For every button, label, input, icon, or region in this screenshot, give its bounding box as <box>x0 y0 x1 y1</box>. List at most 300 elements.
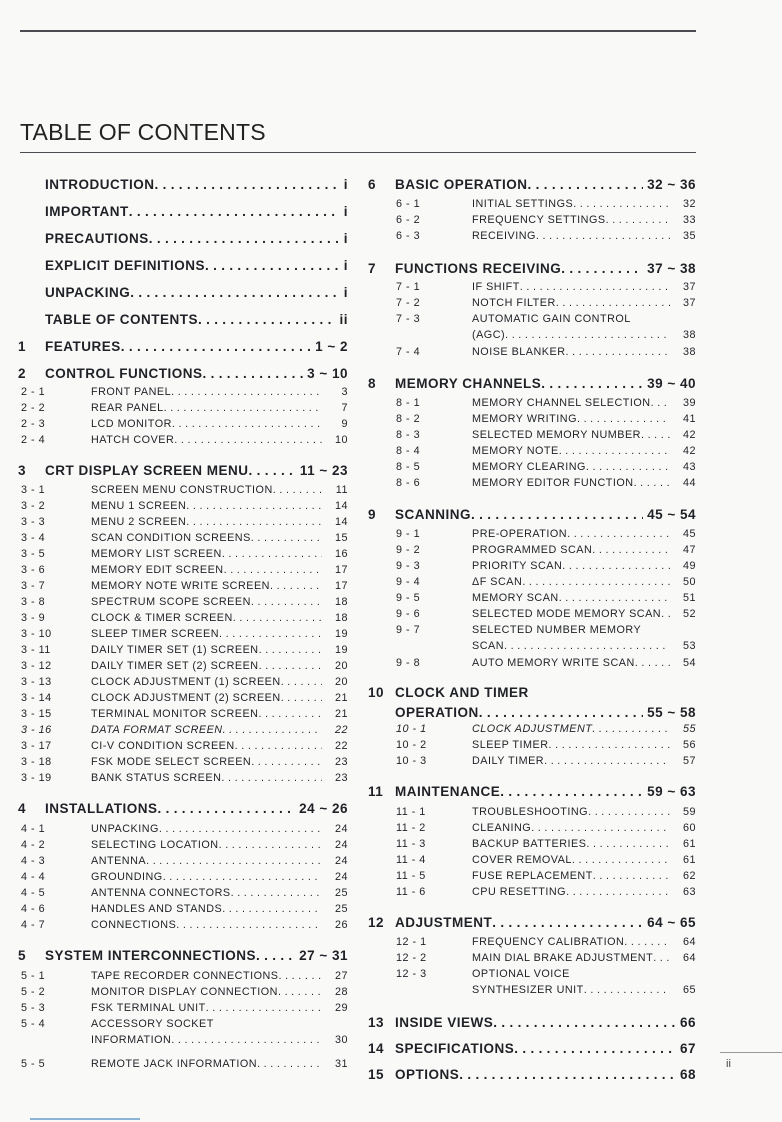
chapter-title: SPECIFICATIONS <box>395 1041 515 1056</box>
section-title: MEMORY NOTE <box>472 445 559 457</box>
dot-leader <box>559 590 670 606</box>
section-number: 3 - 9 <box>21 612 46 624</box>
section-number: 8 - 2 <box>396 413 421 425</box>
section-title: HANDLES AND STANDS <box>91 903 223 915</box>
section-title: ANTENNA <box>91 855 147 867</box>
dot-leader <box>259 642 322 658</box>
toc-section-entry <box>18 754 348 770</box>
page-reference: 11 ~ 23 <box>299 463 348 478</box>
section-title: HATCH COVER <box>91 434 175 446</box>
dot-leader <box>504 638 670 654</box>
toc-section-entry <box>368 721 696 737</box>
toc-section-entry <box>18 885 348 901</box>
page-reference: 27 <box>334 970 348 982</box>
page-reference: 17 <box>334 564 348 576</box>
toc-section-entry <box>368 622 696 654</box>
page-reference: 51 <box>682 592 696 604</box>
page-reference: 25 <box>334 903 348 915</box>
chapter-title: FUNCTIONS RECEIVING <box>395 261 562 276</box>
section-title: SLEEP TIMER SCREEN <box>91 628 220 640</box>
chapter-number: 15 <box>368 1067 385 1082</box>
page-reference: 61 <box>682 838 696 850</box>
page-reference: 53 <box>682 640 696 652</box>
toc-chapter-entry <box>18 364 348 384</box>
toc-section-entry <box>368 279 696 295</box>
dot-leader <box>159 821 322 837</box>
section-title: REMOTE JACK INFORMATION <box>91 1058 258 1070</box>
section-title: CLOCK & TIMER SCREEN <box>91 612 233 624</box>
page-reference: 18 <box>334 596 348 608</box>
dot-leader <box>251 754 322 770</box>
section-number: 3 - 18 <box>21 756 52 768</box>
page-reference: 1 ~ 2 <box>315 339 348 354</box>
section-title: GROUNDING <box>91 871 163 883</box>
dot-leader <box>163 869 322 885</box>
page-reference: 24 <box>334 823 348 835</box>
page-reference: i <box>343 258 348 273</box>
toc-section-entry <box>368 411 696 427</box>
toc-chapter-entry <box>18 283 348 303</box>
toc-section-entry <box>368 228 696 244</box>
section-title: SELECTED MEMORY NUMBER <box>472 429 641 441</box>
page-reference: 60 <box>682 822 696 834</box>
page-reference: 14 <box>334 516 348 528</box>
section-number: 8 - 4 <box>396 445 421 457</box>
section-number: 8 - 3 <box>396 429 421 441</box>
toc-chapter-entry <box>18 256 348 276</box>
dot-leader <box>176 917 322 933</box>
section-number: 2 - 2 <box>21 402 46 414</box>
section-title: INITIAL SETTINGS <box>472 198 574 210</box>
section-title: MAIN DIAL BRAKE ADJUSTMENT <box>472 952 654 964</box>
section-title: MEMORY LIST SCREEN <box>91 548 222 560</box>
section-title: SPECTRUM SCOPE SCREEN <box>91 596 251 608</box>
chapter-title: CONTROL FUNCTIONS <box>45 366 203 381</box>
dot-leader <box>219 837 322 853</box>
toc-section-entry <box>18 384 348 400</box>
toc-section-entry <box>18 837 348 853</box>
toc-section-entry <box>18 482 348 498</box>
page-reference: 64 <box>682 952 696 964</box>
toc-section-entry <box>18 530 348 546</box>
section-title: ACCESSORY SOCKET <box>91 1018 214 1030</box>
section-number: 3 - 17 <box>21 740 52 752</box>
page-reference: 45 <box>682 528 696 540</box>
chapter-number: 9 <box>368 507 377 522</box>
section-number: 3 - 7 <box>21 580 46 592</box>
section-number: 12 - 1 <box>396 936 427 948</box>
page-reference: 42 <box>682 445 696 457</box>
page-reference: 50 <box>682 576 696 588</box>
dot-leader <box>172 416 322 432</box>
toc-section-entry <box>18 901 348 917</box>
toc-chapter-entry <box>368 782 696 802</box>
toc-chapter-entry <box>18 799 348 819</box>
dot-leader <box>205 256 340 276</box>
section-number: 11 - 2 <box>396 822 426 834</box>
section-title: MENU 1 SCREEN <box>91 500 187 512</box>
dot-leader <box>653 950 670 966</box>
toc-section-entry <box>368 574 696 590</box>
page-reference: 55 <box>682 723 696 735</box>
toc-section-entry <box>18 578 348 594</box>
toc-section-entry <box>18 562 348 578</box>
section-title: MEMORY CHANNEL SELECTION <box>472 397 651 409</box>
dot-leader <box>223 722 322 738</box>
dot-leader <box>562 558 670 574</box>
page-reference: 19 <box>334 628 348 640</box>
section-title: DAILY TIMER SET (1) SCREEN <box>91 644 259 656</box>
section-number: 4 - 5 <box>21 887 46 899</box>
section-title: SELECTED NUMBER MEMORY <box>472 624 642 636</box>
section-title: RECEIVING <box>472 230 536 242</box>
toc-section-entry <box>18 514 348 530</box>
chapter-title: EXPLICIT DEFINITIONS <box>45 258 206 273</box>
toc-section-entry <box>368 737 696 753</box>
toc-section-entry <box>368 459 696 475</box>
title-rule <box>20 152 696 153</box>
dot-leader <box>219 626 322 642</box>
dot-leader <box>257 1056 322 1072</box>
toc-section-entry <box>18 706 348 722</box>
section-title: UNPACKING <box>91 823 159 835</box>
toc-section-entry <box>368 558 696 574</box>
toc-chapter-entry <box>368 259 696 279</box>
dot-leader <box>273 482 322 498</box>
section-title: MEMORY SCAN <box>472 592 559 604</box>
section-number: 9 - 4 <box>396 576 421 588</box>
section-number: 6 - 3 <box>396 230 421 242</box>
section-title: SLEEP TIMER <box>472 739 549 751</box>
section-number: 6 - 2 <box>396 214 421 226</box>
dot-leader <box>634 475 670 491</box>
page-reference: 28 <box>334 986 348 998</box>
section-title: CPU RESETTING <box>472 886 567 898</box>
section-title-continued: SCAN <box>472 640 504 652</box>
section-number: 12 - 3 <box>396 968 427 980</box>
page-reference: 10 <box>334 434 348 446</box>
toc-section-entry <box>368 934 696 950</box>
section-title-continued: INFORMATION <box>91 1034 172 1046</box>
toc-chapter-entry <box>368 683 696 723</box>
section-title: MENU 2 SCREEN <box>91 516 187 528</box>
chapter-number: 10 <box>368 685 385 700</box>
dot-leader <box>520 279 670 295</box>
toc-chapter-entry <box>368 1065 696 1085</box>
chapter-title: CLOCK AND TIMER <box>395 685 529 700</box>
toc-chapter-entry <box>368 374 696 394</box>
chapter-title: OPTIONS <box>395 1067 460 1082</box>
dot-leader <box>492 913 643 933</box>
dot-leader <box>584 982 670 998</box>
page-reference: 63 <box>682 886 696 898</box>
dot-leader <box>251 594 322 610</box>
chapter-title: TABLE OF CONTENTS <box>45 312 198 327</box>
section-number: 9 - 7 <box>396 624 421 636</box>
section-number: 8 - 5 <box>396 461 421 473</box>
section-title: AUTOMATIC GAIN CONTROL <box>472 313 631 325</box>
section-number: 4 - 4 <box>21 871 46 883</box>
chapter-number: 8 <box>368 376 377 391</box>
section-title: SELECTING LOCATION <box>91 839 219 851</box>
section-number: 7 - 3 <box>396 313 421 325</box>
chapter-title: MEMORY CHANNELS <box>395 376 542 391</box>
section-number: 11 - 3 <box>396 838 426 850</box>
section-title: CI-V CONDITION SCREEN <box>91 740 235 752</box>
dot-leader <box>592 721 670 737</box>
section-number: 5 - 4 <box>21 1018 46 1030</box>
toc-section-entry <box>368 526 696 542</box>
page-reference: 29 <box>334 1002 348 1014</box>
page-reference: 39 <box>682 397 696 409</box>
chapter-title: IMPORTANT <box>45 204 129 219</box>
page-reference: 32 <box>682 198 696 210</box>
dot-leader <box>541 374 643 394</box>
page-reference: 38 <box>682 329 696 341</box>
section-title: TERMINAL MONITOR SCREEN <box>91 708 259 720</box>
toc-section-entry <box>368 804 696 820</box>
page-reference: 62 <box>682 870 696 882</box>
page-reference: 59 ~ 63 <box>647 784 696 799</box>
dot-leader <box>155 175 340 195</box>
chapter-number: 2 <box>18 366 27 381</box>
toc-section-entry <box>18 658 348 674</box>
dot-leader <box>222 546 322 562</box>
chapter-title: SCANNING <box>395 507 472 522</box>
chapter-number: 6 <box>368 177 377 192</box>
chapter-number: 11 <box>368 784 384 799</box>
section-number: 3 - 19 <box>21 772 52 784</box>
section-number: 3 - 14 <box>21 692 52 704</box>
section-number: 9 - 3 <box>396 560 421 572</box>
section-title: MEMORY NOTE WRITE SCREEN <box>91 580 270 592</box>
section-number: 3 - 12 <box>21 660 52 672</box>
page-reference: 3 <box>341 386 348 398</box>
page-reference: 3 ~ 10 <box>307 366 348 381</box>
dot-leader <box>281 690 322 706</box>
section-number: 11 - 4 <box>396 854 426 866</box>
dot-leader <box>171 1032 322 1048</box>
page-reference: 49 <box>682 560 696 572</box>
section-number: 5 - 1 <box>21 970 46 982</box>
toc-chapter-entry <box>18 229 348 249</box>
page-reference: 44 <box>682 477 696 489</box>
toc-chapter-entry <box>368 175 696 195</box>
section-number: 3 - 8 <box>21 596 46 608</box>
page-reference: 15 <box>334 532 348 544</box>
dot-leader <box>522 574 670 590</box>
page-reference: 17 <box>334 580 348 592</box>
dot-leader <box>593 868 670 884</box>
dot-leader <box>121 337 311 357</box>
section-title: FRONT PANEL <box>91 386 172 398</box>
page-reference: 20 <box>334 676 348 688</box>
section-title: OPTIONAL VOICE <box>472 968 570 980</box>
page-reference: 24 <box>334 855 348 867</box>
folio-rule <box>720 1052 782 1053</box>
section-number: 11 - 6 <box>396 886 426 898</box>
section-title: MONITOR DISPLAY CONNECTION <box>91 986 278 998</box>
section-number: 11 - 5 <box>396 870 426 882</box>
toc-section-entry <box>18 642 348 658</box>
section-title: FREQUENCY CALIBRATION <box>472 936 625 948</box>
toc-section-entry <box>18 869 348 885</box>
section-number: 6 - 1 <box>396 198 421 210</box>
toc-chapter-entry <box>18 202 348 222</box>
dot-leader <box>635 655 670 671</box>
toc-section-entry <box>18 432 348 448</box>
section-number: 9 - 6 <box>396 608 421 620</box>
chapter-title: MAINTENANCE <box>395 784 501 799</box>
toc-section-entry <box>18 917 348 933</box>
chapter-title: INTRODUCTION <box>45 177 155 192</box>
dot-leader <box>259 658 322 674</box>
dot-leader <box>249 461 296 481</box>
dot-leader <box>651 395 670 411</box>
section-number: 7 - 2 <box>396 297 421 309</box>
section-number: 9 - 8 <box>396 657 421 669</box>
section-number: 9 - 2 <box>396 544 421 556</box>
dot-leader <box>588 804 670 820</box>
section-number: 2 - 1 <box>21 386 46 398</box>
section-title: CLOCK ADJUSTMENT <box>472 723 593 735</box>
chapter-title: INSTALLATIONS <box>45 801 158 816</box>
chapter-number: 1 <box>18 339 27 354</box>
page-reference: 52 <box>682 608 696 620</box>
dot-leader <box>479 703 643 723</box>
page-reference: 24 <box>334 871 348 883</box>
dot-leader <box>528 175 644 195</box>
page-reference: i <box>343 204 348 219</box>
chapter-title: FEATURES <box>45 339 121 354</box>
page-reference: 21 <box>334 708 348 720</box>
dot-leader <box>592 542 670 558</box>
page-reference: 39 ~ 40 <box>647 376 696 391</box>
page-reference: 22 <box>334 740 348 752</box>
page-reference: 55 ~ 58 <box>647 705 696 720</box>
section-number: 3 - 3 <box>21 516 46 528</box>
dot-leader <box>536 228 670 244</box>
page-reference: 59 <box>682 806 696 818</box>
page-reference: 18 <box>334 612 348 624</box>
page-reference: 33 <box>682 214 696 226</box>
section-number: 10 - 3 <box>396 755 427 767</box>
page-reference: 42 <box>682 429 696 441</box>
page-reference: 22 <box>334 724 348 736</box>
page-reference: 27 ~ 31 <box>299 948 348 963</box>
dot-leader <box>129 202 340 222</box>
section-title: LCD MONITOR <box>91 418 172 430</box>
page-reference: 35 <box>682 230 696 242</box>
dot-leader <box>573 196 670 212</box>
page-reference: 43 <box>682 461 696 473</box>
dot-leader <box>641 427 670 443</box>
section-title: CLEANING <box>472 822 532 834</box>
section-number: 8 - 6 <box>396 477 421 489</box>
toc-chapter-entry <box>18 461 348 481</box>
toc-section-entry <box>18 626 348 642</box>
dot-leader <box>251 530 322 546</box>
dot-leader <box>586 459 670 475</box>
section-number: 4 - 2 <box>21 839 46 851</box>
dot-leader <box>281 674 322 690</box>
dot-leader <box>171 384 322 400</box>
page-reference: 56 <box>682 739 696 751</box>
toc-section-entry <box>18 594 348 610</box>
toc-section-entry <box>368 655 696 671</box>
page-reference: i <box>343 285 348 300</box>
page-reference: 61 <box>682 854 696 866</box>
page-reference: 7 <box>341 402 348 414</box>
section-number: 3 - 1 <box>21 484 46 496</box>
toc-section-entry <box>368 395 696 411</box>
page-reference: 14 <box>334 500 348 512</box>
dot-leader <box>549 737 670 753</box>
section-title: TAPE RECORDER CONNECTIONS <box>91 970 279 982</box>
page-reference: 30 <box>334 1034 348 1046</box>
section-number: 3 - 5 <box>21 548 46 560</box>
toc-section-entry <box>368 966 696 998</box>
section-number: 4 - 3 <box>21 855 46 867</box>
chapter-number: 13 <box>368 1015 385 1030</box>
dot-leader <box>231 885 322 901</box>
toc-section-entry <box>368 196 696 212</box>
page-reference: 19 <box>334 644 348 656</box>
chapter-number: 4 <box>18 801 27 816</box>
dot-leader <box>505 327 670 343</box>
page-reference: 67 <box>679 1041 696 1056</box>
toc-chapter-entry <box>368 1013 696 1033</box>
toc-section-entry <box>368 542 696 558</box>
page-reference: 23 <box>334 772 348 784</box>
section-title: SCAN CONDITION SCREENS <box>91 532 251 544</box>
chapter-title: ADJUSTMENT <box>395 915 493 930</box>
section-title: MEMORY WRITING <box>472 413 577 425</box>
toc-section-entry <box>368 311 696 343</box>
toc-section-entry <box>368 295 696 311</box>
page-reference: 66 <box>679 1015 696 1030</box>
section-number: 3 - 4 <box>21 532 46 544</box>
chapter-number: 7 <box>368 261 377 276</box>
toc-section-entry <box>18 770 348 786</box>
page-reference: 47 <box>682 544 696 556</box>
toc-section-entry <box>18 674 348 690</box>
page-reference: 24 <box>334 839 348 851</box>
bottom-edge <box>30 1118 140 1120</box>
page-reference: 37 <box>682 281 696 293</box>
dot-leader <box>561 259 643 279</box>
section-title: ANTENNA CONNECTORS <box>91 887 231 899</box>
page-reference: 64 <box>682 936 696 948</box>
chapter-title: UNPACKING <box>45 285 131 300</box>
dot-leader <box>556 295 670 311</box>
dot-leader <box>624 934 670 950</box>
section-title: IF SHIFT <box>472 281 520 293</box>
page-reference: 37 <box>682 297 696 309</box>
dot-leader <box>559 443 670 459</box>
section-number: 3 - 6 <box>21 564 46 576</box>
section-title: BANK STATUS SCREEN <box>91 772 222 784</box>
section-title: ΔF SCAN <box>472 576 523 588</box>
page-reference: 20 <box>334 660 348 672</box>
section-number: 9 - 1 <box>396 528 421 540</box>
page-reference: ii <box>339 312 348 327</box>
dot-leader <box>203 364 304 384</box>
section-number: 11 - 1 <box>396 806 426 818</box>
page-reference: 45 ~ 54 <box>647 507 696 522</box>
toc-section-entry <box>368 212 696 228</box>
toc-section-entry <box>368 590 696 606</box>
